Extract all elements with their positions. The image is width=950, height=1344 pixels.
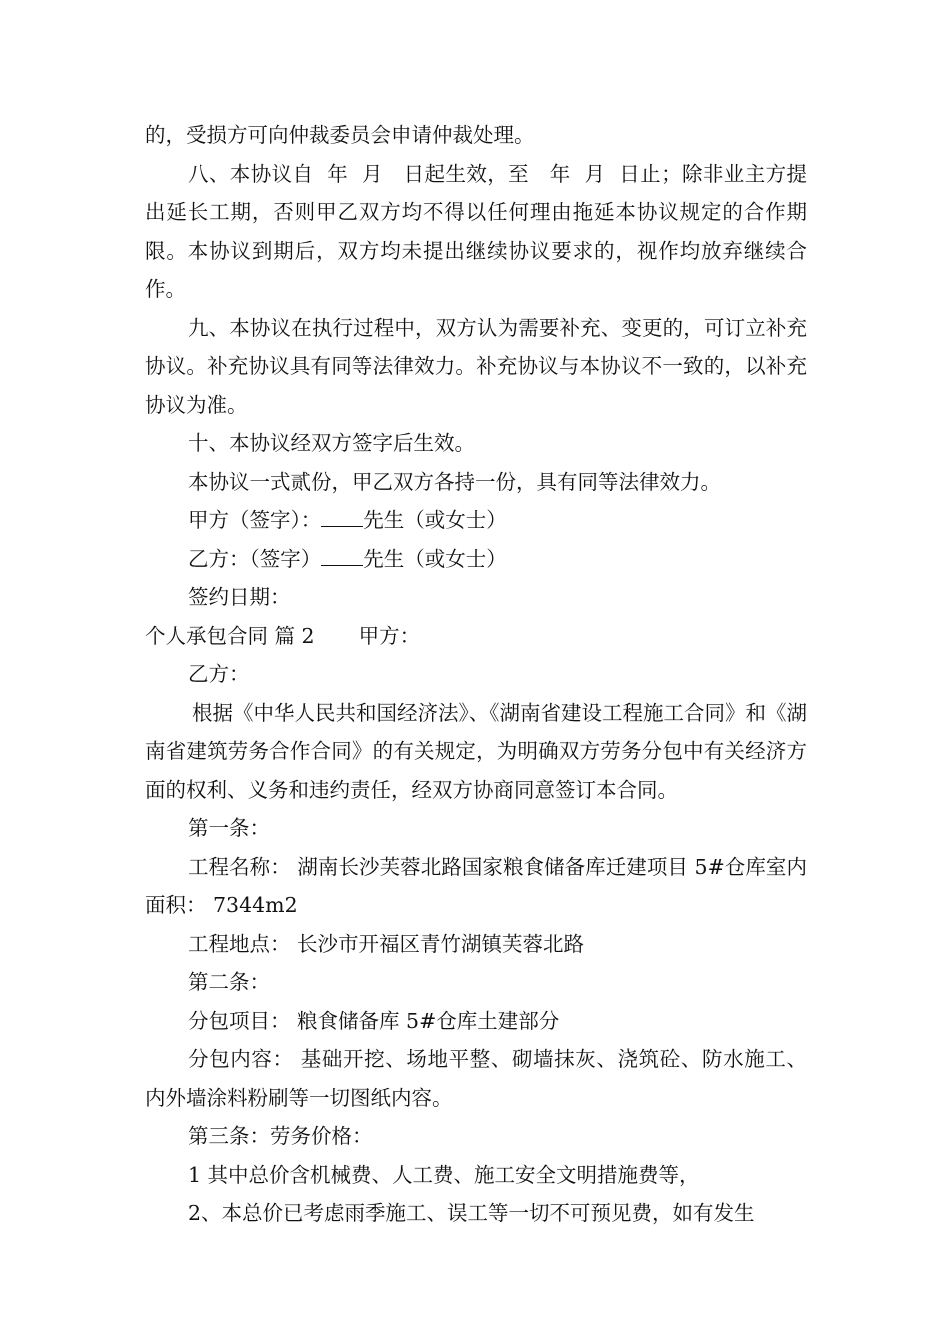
party-a-signature-line <box>145 501 807 540</box>
clause-eight: 八、本协议自 年 月 日起生效，至 年 月 日止；除非业主方提出延长工期，否则甲乙双方均不得以任何理由拖延本协议规定的合作期限。本协议到期后，双方均未提出继续协议要求的，视作均放弃继续合作。 <box>145 161 807 301</box>
copies-statement: 本协议一式贰份，甲乙双方各持一份，具有同等法律效力。 <box>188 469 721 494</box>
party-b-signature-line <box>145 540 807 579</box>
contract-two-party-b: 乙方： <box>188 662 250 686</box>
party-a-signature-blank <box>321 506 363 527</box>
price-item-two: 2、本总价已考虑雨季施工、误工等一切不可预见费，如有发生 <box>188 1201 755 1225</box>
contract-two-preamble: 根据《中华人民共和国经济法》、《湖南省建设工程施工合同》和《湖南省建筑劳务合作合同》的有关规定，为明确双方劳务分包中有关经济方面的权利、义务和违约责任，经双方协商同意签订本合同。 <box>145 700 807 802</box>
subcontract-item: 分包项目： 粮食储备库 5#仓库土建部分 <box>188 1008 560 1033</box>
contract-two-heading <box>145 617 807 656</box>
article-one-heading: 第一条： <box>188 816 270 840</box>
signing-date: 签约日期： <box>188 585 291 609</box>
contract-two-title: 个人承包合同 篇 2 <box>145 623 315 648</box>
contract-two-party-a: 甲方： <box>358 623 421 648</box>
project-location: 工程地点： 长沙市开福区青竹湖镇芙蓉北路 <box>188 931 585 956</box>
party-a-label: 甲方（签字）： <box>188 508 322 532</box>
price-item-one: 1 其中总价含机械费、人工费、施工安全文明措施费等， <box>188 1162 700 1187</box>
party-a-title: 先生（或女士） <box>363 508 507 532</box>
party-b-label: 乙方：（签字） <box>188 546 322 571</box>
document-body <box>145 116 807 1233</box>
article-three-heading: 第三条：劳务价格： <box>188 1124 373 1148</box>
paragraph-arbitration-end: 的，受损方可向仲裁委员会申请仲裁处理。 <box>145 123 535 147</box>
party-b-signature-blank <box>321 545 363 566</box>
clause-nine: 九、本协议在执行过程中，双方认为需要补充、变更的，可订立补充协议。补充协议具有同等法律效力。补充协议与本协议不一致的，以补充协议为准。 <box>145 315 807 417</box>
subcontract-content: 分包内容： 基础开挖、场地平整、砌墙抹灰、浇筑砼、防水施工、内外墙涂料粉刷等一切图纸内容。 <box>145 1047 807 1110</box>
clause-ten: 十、本协议经双方签字后生效。 <box>188 431 475 455</box>
party-b-title: 先生（或女士） <box>363 546 507 571</box>
article-two-heading: 第二条： <box>188 970 270 994</box>
project-name: 工程名称： 湖南长沙芙蓉北路国家粮食储备库迁建项目 5#仓库室内面积： 7344m2 <box>145 854 807 917</box>
